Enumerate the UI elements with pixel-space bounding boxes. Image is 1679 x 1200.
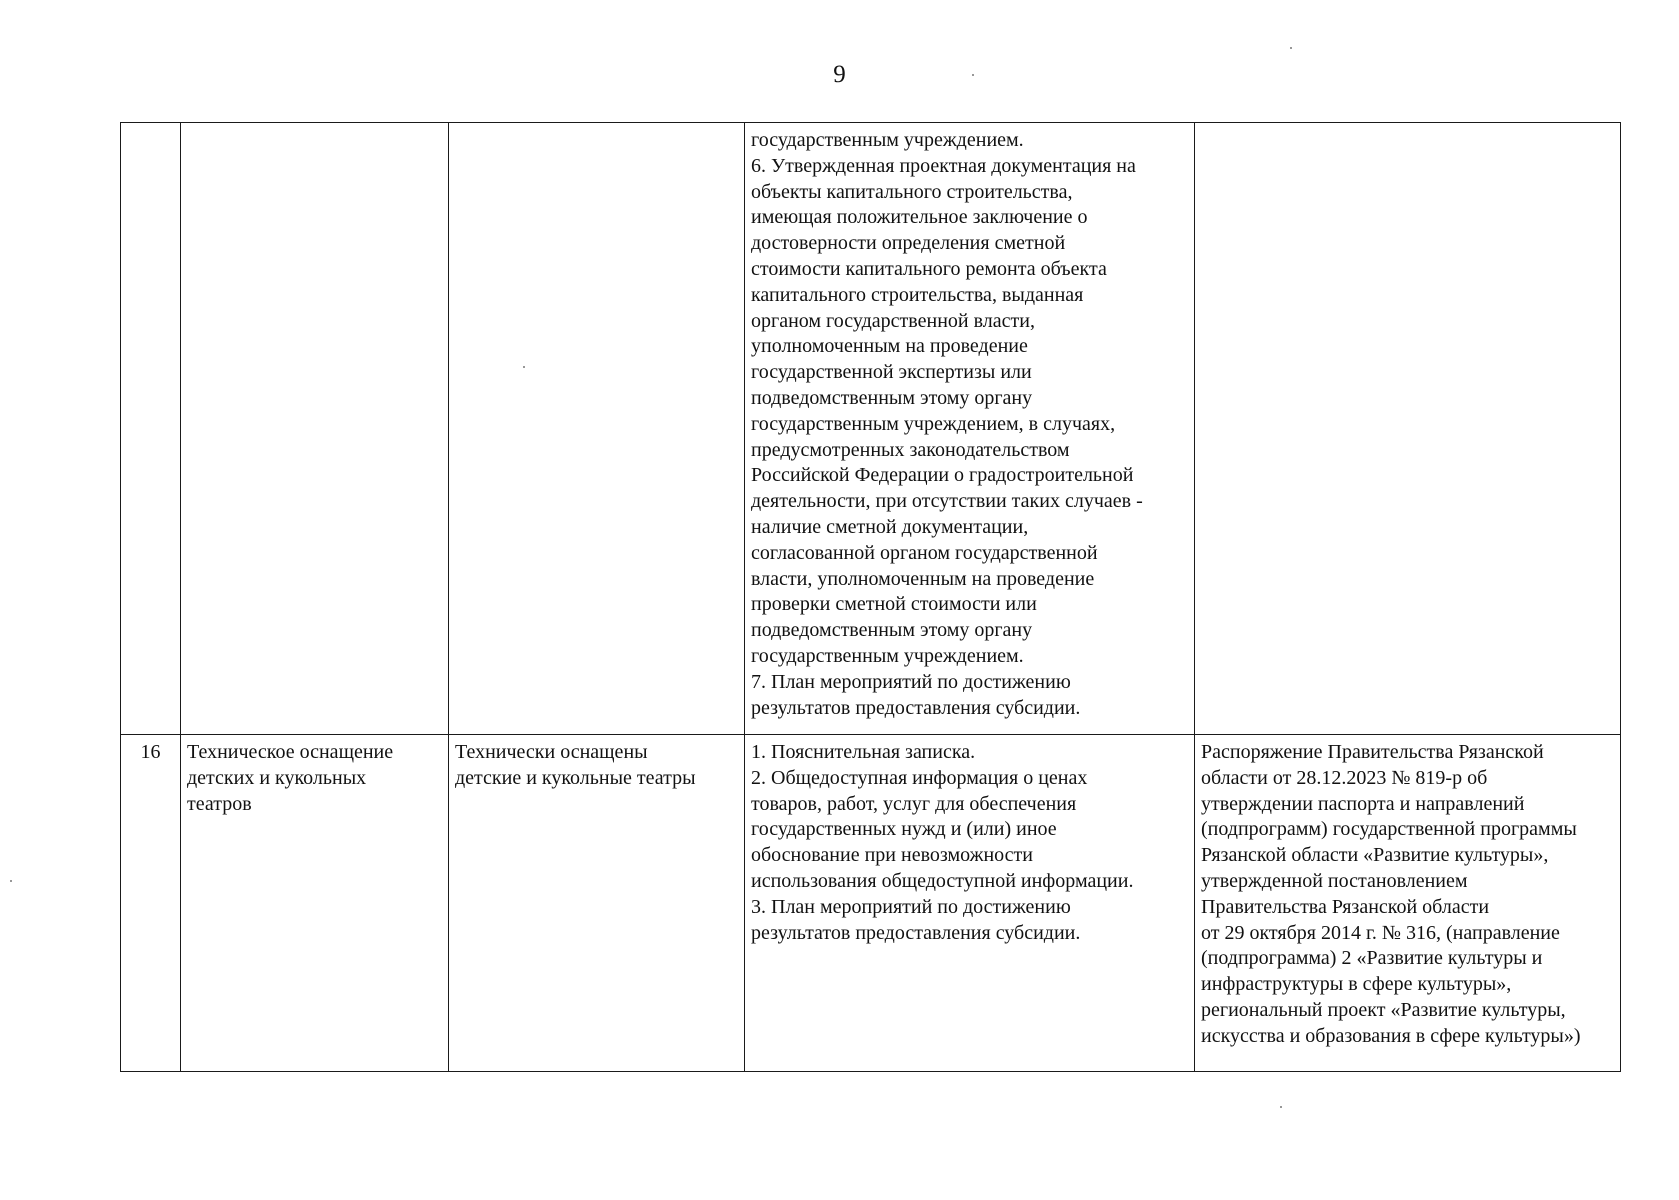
documents-line: подведомственным этому органу: [751, 619, 1033, 642]
documents-line: проверки сметной стоимости или: [751, 593, 1037, 616]
documents-line: использования общедоступной информации.: [751, 869, 1134, 892]
cell-documents-16: [745, 735, 1195, 1072]
cell-name-16: [181, 735, 449, 1072]
table-row-continuation: [121, 123, 1621, 735]
scan-speck: [1280, 1106, 1282, 1108]
basis-line: региональный проект «Развитие культуры,: [1201, 998, 1566, 1021]
documents-line: 7. План мероприятий по достижению: [751, 670, 1071, 693]
basis-line: (подпрограмм) государственной программы: [1201, 818, 1577, 841]
basis-line: Правительства Рязанской области: [1201, 895, 1490, 918]
basis-line: области от 28.12.2023 № 819-р об: [1201, 766, 1488, 789]
documents-line: стоимости капитального ремонта объекта: [751, 257, 1107, 280]
cell-basis-continuation: [1195, 123, 1621, 735]
basis-line: Распоряжение Правительства Рязанской: [1201, 741, 1544, 763]
basis-line: Рязанской области «Развитие культуры»,: [1201, 844, 1549, 867]
scan-speck: [10, 880, 12, 882]
basis-line: (подпрограмма) 2 «Развитие культуры и: [1201, 947, 1543, 970]
name-line: детских и кукольных: [187, 766, 367, 789]
result-line: Технически оснащены: [455, 741, 648, 763]
documents-line: государственных нужд и (или) иное: [751, 818, 1057, 841]
cell-result-16: [449, 735, 745, 1072]
scan-speck: [523, 366, 525, 368]
name-line: театров: [187, 792, 252, 815]
page-number: 9: [833, 61, 846, 88]
documents-line: согласованной органом государственной: [751, 541, 1098, 564]
documents-line: 6. Утвержденная проектная документация на: [751, 154, 1136, 177]
document-table: [120, 122, 1621, 1072]
basis-line: инфраструктуры в сфере культуры»,: [1201, 973, 1512, 996]
documents-line: предусмотренных законодательством: [751, 438, 1070, 461]
documents-line: деятельности, при отсутствии таких случаев -: [751, 490, 1143, 513]
documents-line: государственной экспертизы или: [751, 361, 1032, 384]
documents-line: наличие сметной документации,: [751, 515, 1029, 538]
cell-documents-continuation: [745, 123, 1195, 735]
cell-num-continuation: [121, 123, 181, 735]
documents-line: органом государственной власти,: [751, 309, 1035, 332]
table-row-16: [121, 735, 1621, 1072]
basis-line: от 29 октября 2014 г. № 316, (направление: [1201, 921, 1560, 944]
documents-line: уполномоченным на проведение: [751, 335, 1028, 358]
documents-line: государственным учреждением.: [751, 644, 1024, 667]
documents-line: государственным учреждением.: [751, 129, 1024, 151]
documents-line: достоверности определения сметной: [751, 232, 1066, 255]
documents-line: результатов предоставления субсидии.: [751, 921, 1081, 944]
cell-name-continuation: [181, 123, 449, 735]
documents-line: государственным учреждением, в случаях,: [751, 412, 1116, 435]
cell-result-continuation: [449, 123, 745, 735]
basis-line: искусства и образования в сфере культуры»): [1201, 1024, 1581, 1047]
cell-num-16: 16: [121, 735, 181, 1072]
documents-line: подведомственным этому органу: [751, 386, 1033, 409]
documents-line: Российской Федерации о градостроительной: [751, 464, 1134, 487]
documents-line: власти, уполномоченным на проведение: [751, 567, 1095, 590]
documents-line: 3. План мероприятий по достижению: [751, 895, 1071, 918]
documents-line: результатов предоставления субсидии.: [751, 696, 1081, 719]
documents-line: обоснование при невозможности: [751, 844, 1034, 867]
cell-basis-16: [1195, 735, 1621, 1072]
documents-line: объекты капитального строительства,: [751, 180, 1073, 203]
documents-line: товаров, работ, услуг для обеспечения: [751, 792, 1077, 815]
result-line: детские и кукольные театры: [455, 766, 696, 789]
documents-line: имеющая положительное заключение о: [751, 206, 1088, 229]
scan-speck: [1290, 47, 1292, 49]
basis-line: утвержденной постановлением: [1201, 869, 1468, 892]
basis-line: утверждении паспорта и направлений: [1201, 792, 1525, 815]
documents-line: 2. Общедоступная информация о ценах: [751, 766, 1088, 789]
name-line: Техническое оснащение: [187, 741, 394, 763]
documents-line: 1. Пояснительная записка.: [751, 741, 976, 763]
documents-line: капитального строительства, выданная: [751, 283, 1084, 306]
scan-speck: [972, 74, 974, 76]
